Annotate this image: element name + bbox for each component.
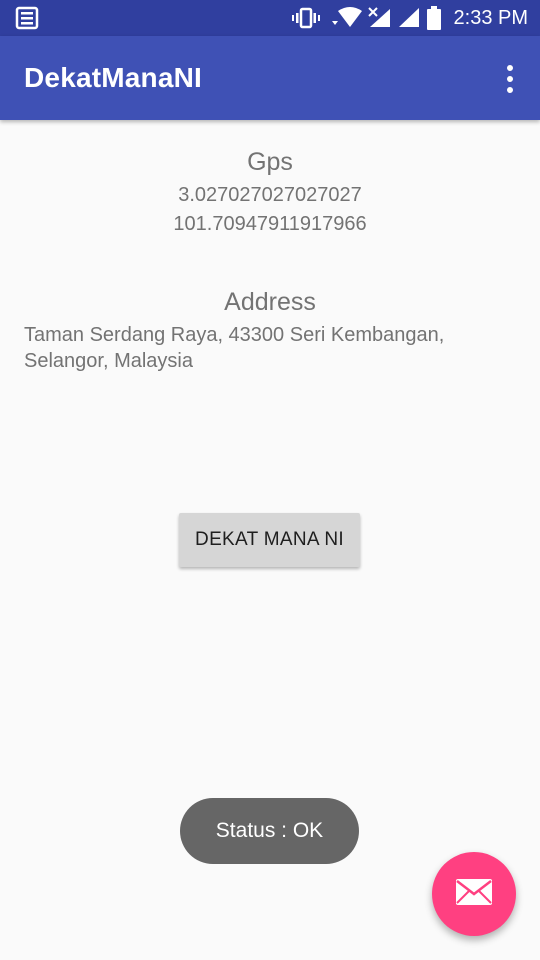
status-toast: [180, 798, 359, 864]
dekat-mana-ni-button[interactable]: DEKAT MANA NI: [179, 513, 360, 567]
gps-longitude: 101.70947911917966: [173, 213, 367, 235]
status-time: 2:33 PM: [453, 6, 528, 29]
mail-icon: [455, 878, 493, 911]
gps-latitude: 3.027027027027027: [178, 184, 362, 206]
vibrate-icon: [292, 7, 320, 29]
address-text: Taman Serdang Raya, 43300 Seri Kembangan, Selangor, Malaysia: [24, 324, 445, 372]
app-title: DekatManaNI: [24, 62, 203, 93]
status-bar: [0, 0, 540, 36]
more-vert-icon[interactable]: [498, 62, 522, 96]
battery-icon: [426, 6, 442, 30]
email-fab-button[interactable]: [432, 852, 516, 936]
news-icon: [14, 6, 40, 30]
toast-text: Status : OK: [215, 819, 324, 842]
wifi-icon: [326, 7, 362, 29]
app-bar: [0, 36, 540, 120]
no-sim-signal-icon: [368, 7, 392, 29]
signal-icon: [398, 7, 420, 29]
gps-heading: Gps: [247, 148, 293, 176]
address-heading: Address: [224, 288, 316, 316]
